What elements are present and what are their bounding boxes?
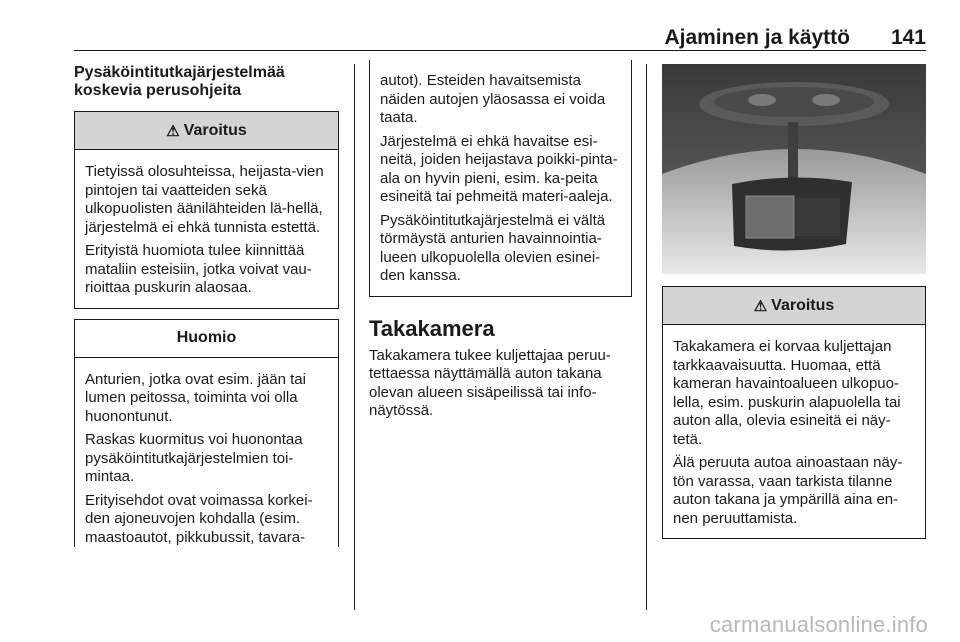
note-paragraph: Pysäköintitutkajärjestelmä ei vältä törmäystä anturien havainnointia-lueen ulkopuolella olevien esinei-den kanssa. — [380, 211, 606, 284]
section-heading-parking-radar: Pysäköintitutkajärjestelmää koskevia perusohjeita — [74, 64, 285, 99]
warning-paragraph: Tietyissä olosuhteissa, heijasta-vien pintojen tai vaatteiden sekä ulkopuolisten äänilähteiden lä-hellä, järjestelmä ei ehkä tunnista estettä. — [85, 163, 324, 236]
middle-column — [369, 60, 632, 421]
note-box-header — [75, 320, 338, 358]
warning-box-camera — [662, 286, 926, 539]
note-paragraph: Raskas kuormitus voi huonontaa pysäköintitutkajärjestelmien toi-mintaa. — [85, 431, 303, 485]
warning-box-body — [75, 150, 338, 308]
warning-box-title: Varoitus — [183, 121, 247, 139]
warning-paragraph: Älä peruuta autoa ainoastaan näy-tön varassa, vaan tarkista tilanne auton takana ja ympärillä aina en-nen peruuttamista. — [673, 454, 903, 527]
warning-icon: ⚠ — [753, 297, 768, 315]
warning-box-header — [75, 112, 338, 150]
warning-box-title: Varoitus — [771, 296, 835, 314]
note-paragraph: Anturien, jotka ovat esim. jään tai lumen peitossa, toiminta voi olla huonontunut. — [85, 370, 306, 425]
note-box-title: Huomio — [176, 329, 237, 346]
page-number: 141 — [890, 26, 926, 49]
column-divider-left — [354, 64, 355, 610]
note-paragraph: Erityisehdot ovat voimassa korkei-den ajoneuvojen kohdalla (esim. maastoautot, pikkubussit, tavara- — [85, 491, 313, 546]
watermark: carmanualsonline.info — [709, 612, 928, 637]
section-heading-rear-camera: Takakamera — [369, 315, 495, 341]
note-box-parking — [74, 319, 339, 548]
mirror-illustration — [662, 64, 926, 274]
right-column — [662, 64, 926, 539]
warning-box-body — [663, 325, 925, 538]
note-box-continued — [369, 60, 632, 297]
note-box-body — [75, 358, 338, 548]
note-continued-body — [370, 72, 631, 296]
page-header-title: Ajaminen ja käyttö — [664, 26, 850, 49]
rear-view-mirror-photo — [662, 64, 926, 274]
column-divider-right — [646, 64, 647, 610]
warning-paragraph: Erityistä huomiota tulee kiinnittää mataliin esteisiin, jotka voivat vau-rioittaa puskurin alaosaa. — [85, 242, 312, 296]
warning-box-header — [663, 287, 925, 325]
warning-paragraph: Takakamera ei korvaa kuljettajan tarkkaavaisuutta. Huomaa, että kameran havaintoalueen ulkopuo-lella, esim. puskurin alapuolella tai auton alla, olevia esineitä ei näy-tetä. — [673, 338, 901, 448]
note-paragraph: Järjestelmä ei ehkä havaitse esi-neitä, joiden heijastava poikki-pinta-ala on hyvin pieni, esim. ka-peita esineitä tai pehmeitä materi-aaleja. — [380, 132, 618, 205]
warning-box-parking — [74, 111, 339, 309]
note-paragraph: autot). Esteiden havaitsemista näiden autojen yläosassa ei voida taata. — [380, 72, 606, 126]
left-column — [74, 64, 339, 547]
warning-icon: ⚠ — [166, 122, 180, 140]
header-divider — [74, 50, 926, 51]
rear-camera-description: Takakamera tukee kuljettajaa peruu-tettaessa näyttämällä auton takana olevan alueen sisäpeilissä tai info-näytössä. — [369, 346, 611, 419]
